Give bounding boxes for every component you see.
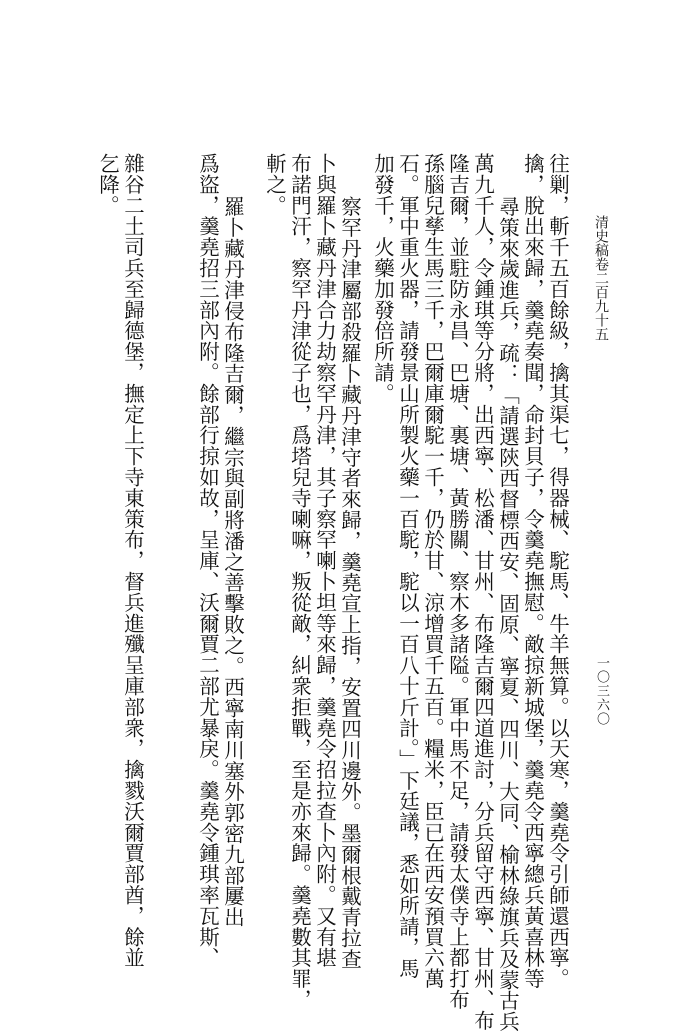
running-head: 清史稿卷二百九十五 xyxy=(593,215,609,341)
text-column: 孫腦兒孳生馬三千，巴爾庫爾駝一千，仍於甘、涼增買千五百。糧米，臣已在西安預買六萬 xyxy=(420,153,445,989)
text-column: 尋策來歲進兵，疏：「請選陝西督標西安、固原、寧夏、四川、大同、榆林綠旗兵及蒙古兵 xyxy=(495,196,520,1032)
text-column: 察罕丹津屬部殺羅卜藏丹津守者來歸，羹堯宣上指，安置四川邊外。墨爾根戴青拉查 xyxy=(337,196,362,970)
text-column: 擒，脫出來歸，羹堯奏聞，命封貝子，令羹堯撫慰。敵掠新城堡，羹堯令西寧總兵黃喜林等 xyxy=(520,153,545,989)
text-column: 布諾門汗，察罕丹津從子也，爲塔兒寺喇嘛，叛從敵，糾衆拒戰，至是亦來歸。羹堯數其罪， xyxy=(287,153,312,1010)
text-column: 乞降。 xyxy=(95,153,120,216)
text-column: 往剿，斬千五百餘級，擒其渠七，得器械、駝馬、牛羊無算。以天寒，羹堯令引師還西寧。 xyxy=(545,153,570,989)
text-column: 羅卜藏丹津侵布隆吉爾，繼宗與副將潘之善擊敗之。西寧南川塞外郭密九部屢出 xyxy=(220,196,245,928)
page-number: 一〇三六〇 xyxy=(594,656,609,726)
text-column: 爲盜，羹堯招三部內附。餘部行掠如故，呈庫、沃爾賈二部尤暴戾。羹堯令鍾琪率瓦斯、 xyxy=(195,153,220,969)
text-column: 斬之。 xyxy=(262,153,287,216)
text-column: 雜谷二土司兵至歸德堡，撫定上下寺東策布，督兵進殲呈庫部衆，擒戮沃爾賈部酋，餘並 xyxy=(120,153,145,969)
text-column: 卜與羅卜藏丹津合力劫察罕丹津，其子察罕喇卜坦等來歸，羹堯令招拉查卜內附。又有堪 xyxy=(312,153,337,969)
text-column: 萬九千人，令鍾琪等分將，出西寧、松潘、甘州、布隆吉爾四道進討，分兵留守西寧、甘州、布 xyxy=(470,153,495,1031)
text-column: 石。軍中重火器，請發景山所製火藥一百駝，駝以一百八十斤計。」下廷議，悉如所請，馬 xyxy=(395,153,420,979)
text-column: 加發千，火藥加發倍所請。 xyxy=(370,153,395,404)
text-column: 隆吉爾，並駐防永昌、巴塘、裏塘、黃勝關、察木多諸隘。軍中馬不足，請發太僕寺上都打布 xyxy=(445,153,470,1010)
